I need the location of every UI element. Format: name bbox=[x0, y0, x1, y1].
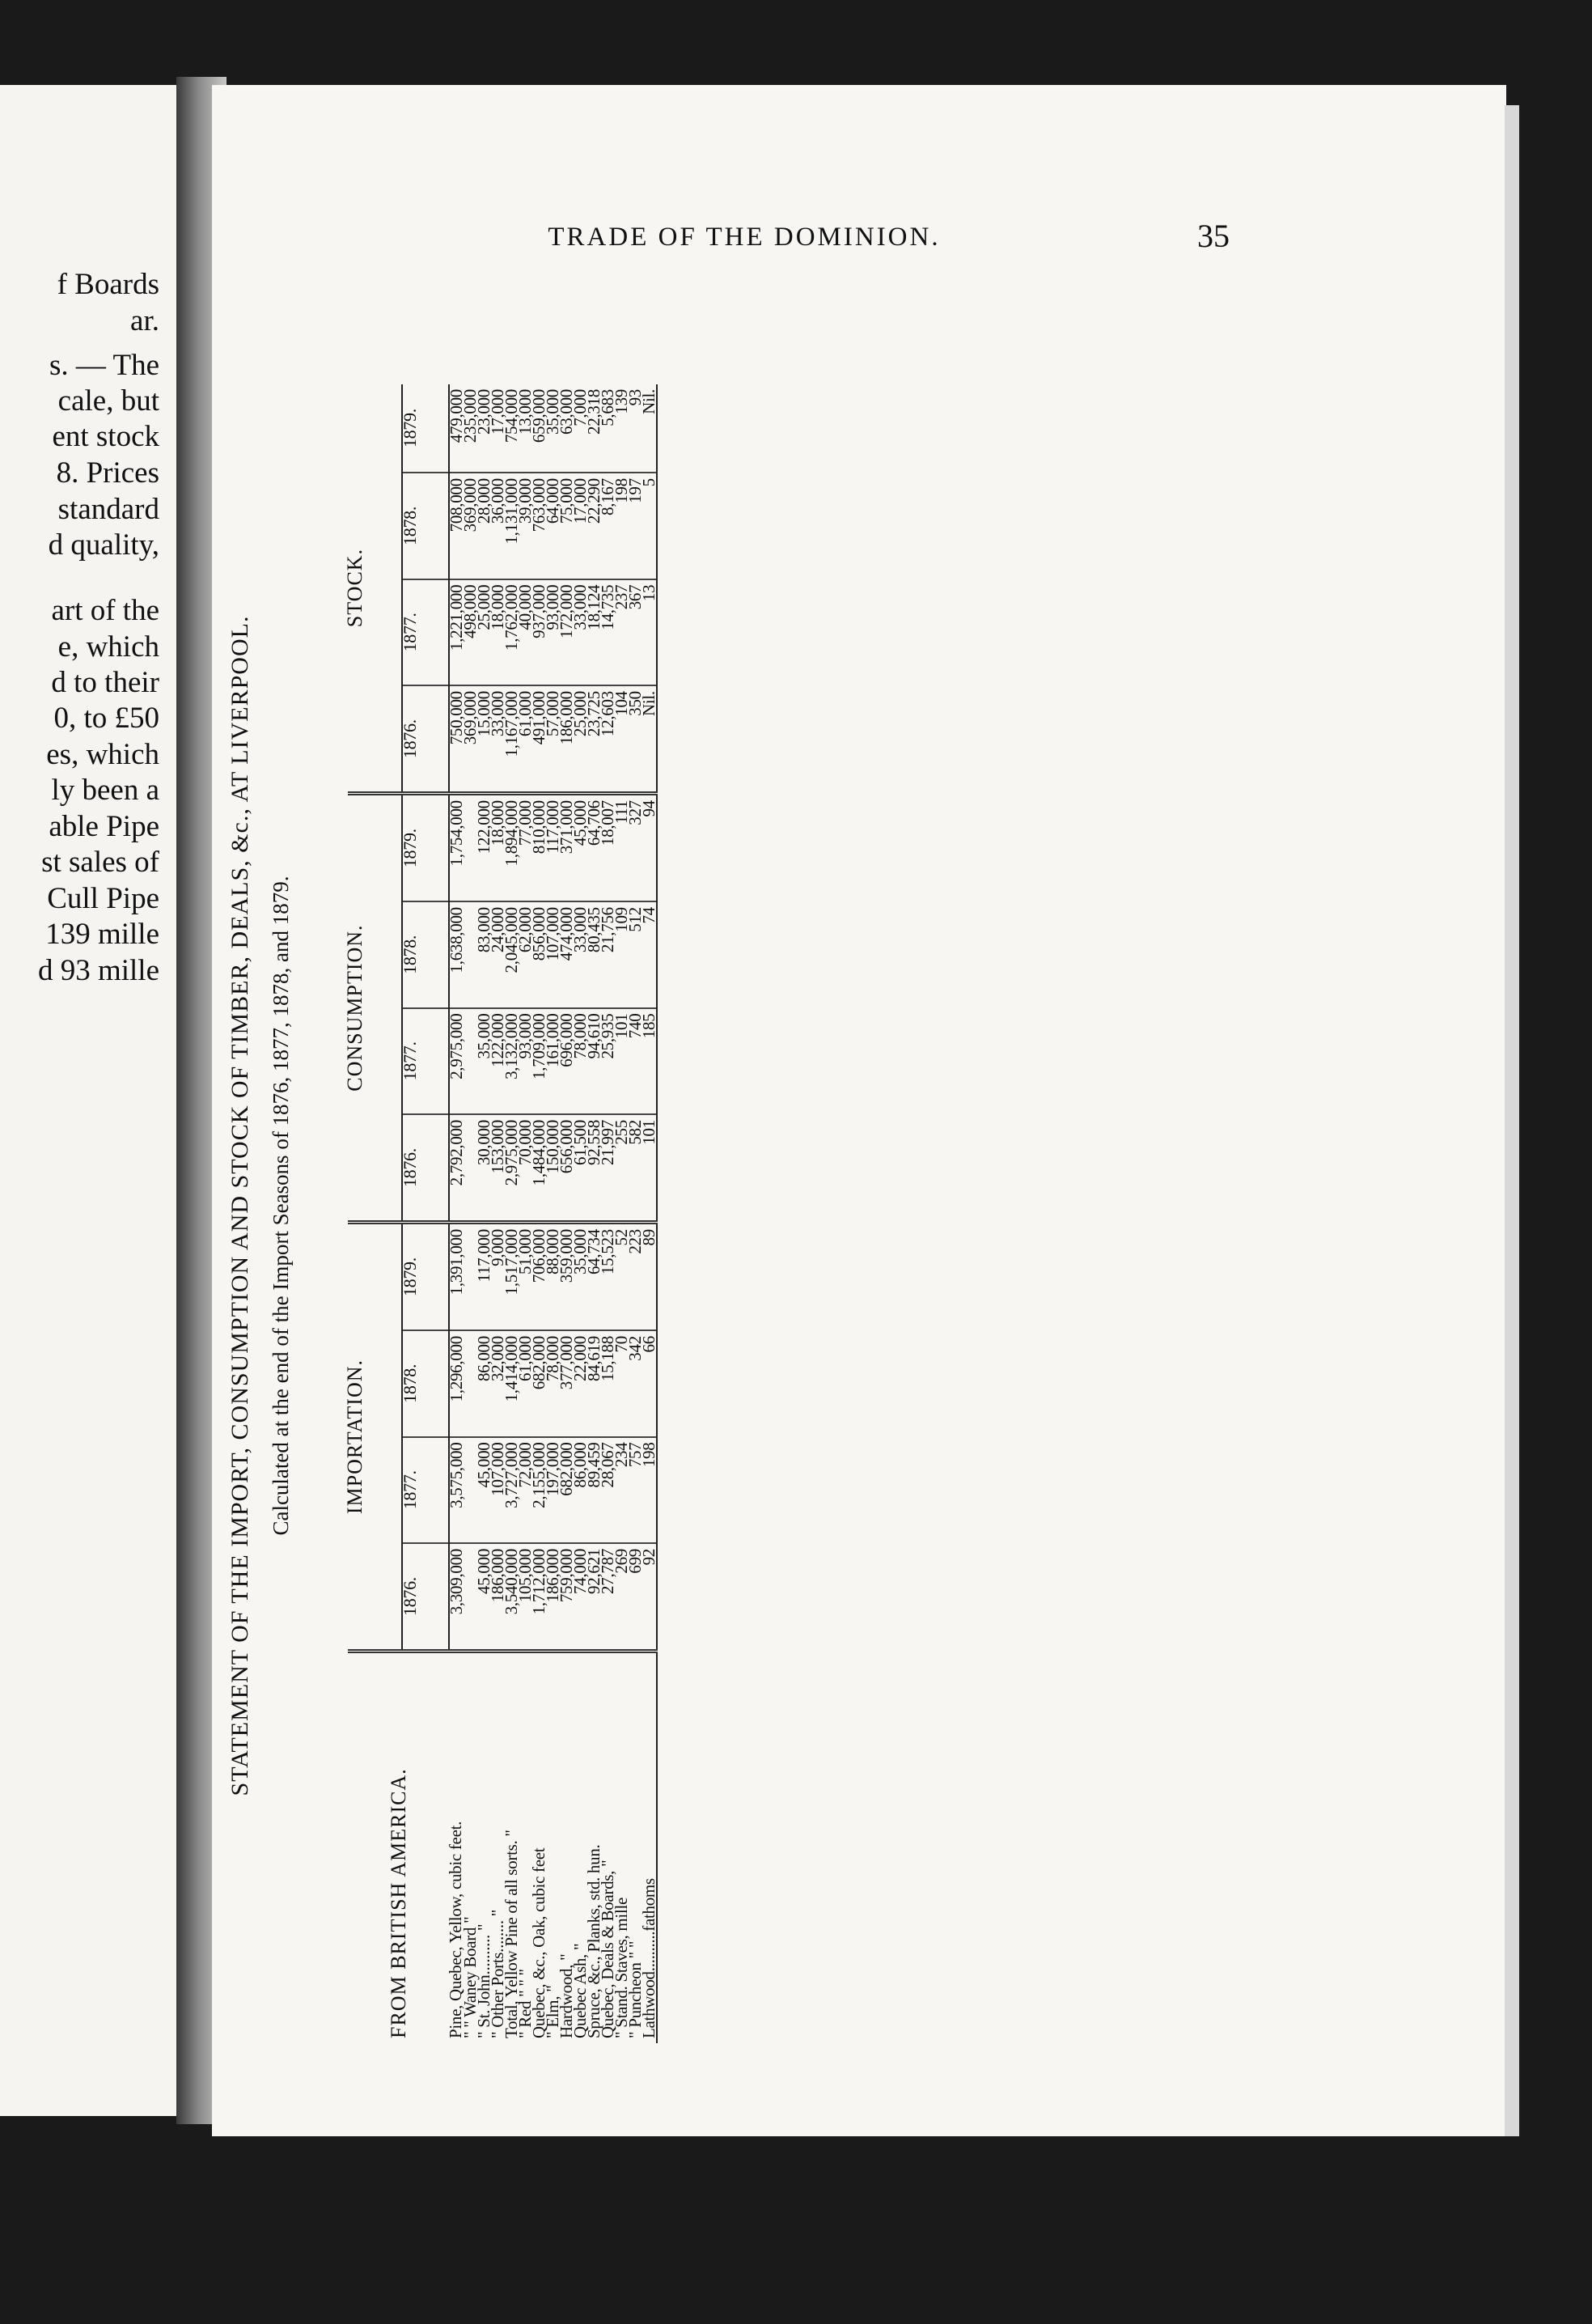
table-cell: 759,000 bbox=[560, 1543, 574, 1652]
table-cell: 172,000 bbox=[560, 579, 574, 685]
table-cell: 109 bbox=[615, 901, 629, 1007]
table-cell: 3,309,000 bbox=[449, 1543, 464, 1652]
table-cell: 1,638,000 bbox=[449, 901, 464, 1007]
table-cell: 52 bbox=[615, 1223, 629, 1331]
table-cell: 763,000 bbox=[532, 473, 546, 579]
year-header: 1878. bbox=[402, 901, 449, 1007]
table-cell: 153,000 bbox=[491, 1114, 505, 1223]
table-cell: 86,000 bbox=[574, 1437, 587, 1543]
row-label: Pine, Quebec, Yellow, cubic feet. bbox=[446, 1821, 465, 2038]
table-cell: 25,000 bbox=[574, 685, 587, 794]
table-cell: 15,000 bbox=[477, 685, 491, 794]
row-label: Quebec, &c., Oak, cubic feet bbox=[529, 1847, 548, 2038]
facing-page-line: ent stock bbox=[52, 420, 159, 453]
table-cell: 1,167,000 bbox=[505, 685, 519, 794]
table-cell: 8,167 bbox=[601, 473, 615, 579]
table-cell: 223 bbox=[629, 1223, 642, 1331]
table-cell: 15,188 bbox=[601, 1330, 615, 1436]
table-cell: Nil. bbox=[642, 685, 657, 794]
table-cell: 682,000 bbox=[532, 1330, 546, 1436]
table-cell: 45,000 bbox=[574, 794, 587, 902]
table-cell: 13,000 bbox=[519, 384, 532, 473]
table-row bbox=[532, 384, 546, 2043]
facing-page-line: ar. bbox=[130, 304, 159, 337]
facing-page-line: e, which bbox=[57, 630, 159, 664]
facing-page-line: able Pipe bbox=[49, 810, 159, 843]
table-cell: 740 bbox=[629, 1008, 642, 1114]
table-cell: 5,683 bbox=[601, 384, 615, 473]
running-head: TRADE OF THE DOMINION. bbox=[548, 223, 941, 252]
table-cell: 498,000 bbox=[464, 579, 477, 685]
table-cell: 235,000 bbox=[464, 384, 477, 473]
table-cell: 83,000 bbox=[477, 901, 491, 1007]
table-cell: 582 bbox=[629, 1114, 642, 1223]
table-row bbox=[629, 384, 642, 2043]
table-cell: 359,000 bbox=[560, 1223, 574, 1331]
facing-page-line: st sales of bbox=[41, 846, 159, 879]
table-cell: 856,000 bbox=[532, 901, 546, 1007]
table-cell: 93,000 bbox=[519, 1008, 532, 1114]
table-cell: Nil. bbox=[642, 384, 657, 473]
table-cell: 15,523 bbox=[601, 1223, 615, 1331]
facing-page-line: d quality, bbox=[48, 528, 159, 562]
table-cell: 101 bbox=[642, 1114, 657, 1223]
table-cell: 1,484,000 bbox=[532, 1114, 546, 1223]
table-cell: 197,000 bbox=[546, 1437, 560, 1543]
table-cell: 13 bbox=[642, 579, 657, 685]
table-cell: 22,318 bbox=[587, 384, 601, 473]
table-cell: 70,000 bbox=[519, 1114, 532, 1223]
table-cell: 93 bbox=[629, 384, 642, 473]
table-cell: 327 bbox=[629, 794, 642, 902]
table-row bbox=[505, 384, 519, 2043]
table-cell: 94,610 bbox=[587, 1008, 601, 1114]
table-cell: 1,894,000 bbox=[505, 794, 519, 902]
table-cell: 708,000 bbox=[449, 473, 464, 579]
table-cell: 74 bbox=[642, 901, 657, 1007]
table-cell: 237 bbox=[615, 579, 629, 685]
table-row bbox=[587, 384, 601, 2043]
table-cell: 2,155,000 bbox=[532, 1437, 546, 1543]
table-cell: 18,000 bbox=[491, 794, 505, 902]
table-cell: 479,000 bbox=[449, 384, 464, 473]
table-cell: 2,975,000 bbox=[505, 1114, 519, 1223]
table-cell: 255 bbox=[615, 1114, 629, 1223]
table-cell: 18,124 bbox=[587, 579, 601, 685]
table-cell: 150,000 bbox=[546, 1114, 560, 1223]
table-cell: 84,619 bbox=[587, 1330, 601, 1436]
table-cell: 51,000 bbox=[519, 1223, 532, 1331]
facing-page-line: f Boards bbox=[57, 268, 159, 301]
year-header: 1879. bbox=[402, 1223, 449, 1331]
table-cell: 3,727,000 bbox=[505, 1437, 519, 1543]
table-cell: 28,000 bbox=[477, 473, 491, 579]
table-cell: 342 bbox=[629, 1330, 642, 1436]
table-cell: 1,762,000 bbox=[505, 579, 519, 685]
table-cell: 682,000 bbox=[560, 1437, 574, 1543]
table-cell: 72,000 bbox=[519, 1437, 532, 1543]
group-importation: IMPORTATION. bbox=[348, 1223, 402, 1652]
table-cell: 78,000 bbox=[574, 1008, 587, 1114]
table-cell: 33,000 bbox=[574, 579, 587, 685]
table-cell: 117,000 bbox=[477, 1223, 491, 1331]
table-cell: 185 bbox=[642, 1008, 657, 1114]
table-cell: 2,975,000 bbox=[449, 1008, 464, 1114]
page-edge bbox=[1505, 105, 1519, 2136]
table-cell: 1,296,000 bbox=[449, 1330, 464, 1436]
group-header-row bbox=[348, 384, 402, 2043]
table-cell: 92,621 bbox=[587, 1543, 601, 1652]
table-cell: 105,000 bbox=[519, 1543, 532, 1652]
table-cell: 5 bbox=[642, 473, 657, 579]
table-cell: 14,735 bbox=[601, 579, 615, 685]
table-cell: 369,000 bbox=[464, 473, 477, 579]
facing-page-line: 0, to £50 bbox=[53, 702, 159, 735]
table-cell: 2,045,000 bbox=[505, 901, 519, 1007]
group-consumption: CONSUMPTION. bbox=[348, 794, 402, 1223]
table-title: STATEMENT OF THE IMPORT, CONSUMPTION AND STOCK OF TIMBER, DEALS, &c., AT LIVERPOOL. bbox=[227, 615, 253, 1796]
table-cell: 810,000 bbox=[532, 794, 546, 902]
table-cell: 39,000 bbox=[519, 473, 532, 579]
table-cell: 117,000 bbox=[546, 794, 560, 902]
table-cell: 104 bbox=[615, 685, 629, 794]
facing-page-line: 139 mille bbox=[45, 918, 159, 951]
facing-page-line: Cull Pipe bbox=[47, 882, 159, 915]
year-header: 1879. bbox=[402, 384, 449, 473]
table-cell: 64,000 bbox=[546, 473, 560, 579]
row-label: " Puncheon " " bbox=[625, 1940, 645, 2038]
row-label: Lathwood..........fathoms bbox=[642, 1652, 657, 2044]
table-body bbox=[446, 384, 658, 2043]
table-cell: 25,000 bbox=[477, 579, 491, 685]
table-cell: 22,290 bbox=[587, 473, 601, 579]
table-cell: 1,712,000 bbox=[532, 1543, 546, 1652]
row-label: " Elm, " bbox=[543, 1985, 562, 2038]
table-cell: 61,500 bbox=[574, 1114, 587, 1223]
table-cell: 2,792,000 bbox=[449, 1114, 464, 1223]
table-cell: 197 bbox=[629, 473, 642, 579]
row-label: Spruce, &c., Planks, std. hun. bbox=[584, 1844, 603, 2038]
table-cell: 21,756 bbox=[601, 901, 615, 1007]
facing-page-line: d 93 mille bbox=[37, 954, 159, 987]
year-header: 1877. bbox=[402, 1008, 449, 1114]
year-header: 1876. bbox=[402, 1543, 449, 1652]
table-cell: 27,787 bbox=[601, 1543, 615, 1652]
table-cell: 101 bbox=[615, 1008, 629, 1114]
table-cell: 1,131,000 bbox=[505, 473, 519, 579]
table-cell: 62,000 bbox=[519, 901, 532, 1007]
table-cell: 512 bbox=[629, 901, 642, 1007]
table-cell: 30,000 bbox=[477, 1114, 491, 1223]
table-cell: 45,000 bbox=[477, 1437, 491, 1543]
table-cell: 35,000 bbox=[477, 1008, 491, 1114]
table-cell: 17,000 bbox=[574, 473, 587, 579]
table-cell: 1,517,000 bbox=[505, 1223, 519, 1331]
row-label: " Red " " " bbox=[515, 1969, 535, 2038]
table-cell: 33,000 bbox=[491, 685, 505, 794]
table-cell: 89 bbox=[642, 1223, 657, 1331]
row-label: " St. John.......... " bbox=[474, 1923, 493, 2038]
table-cell: 754,000 bbox=[505, 384, 519, 473]
table-cell: 350 bbox=[629, 685, 642, 794]
table-cell: 64,706 bbox=[587, 794, 601, 902]
facing-page-line: d to their bbox=[51, 666, 159, 699]
table-cell: 75,000 bbox=[560, 473, 574, 579]
year-header: 1878. bbox=[402, 473, 449, 579]
table-cell: 750,000 bbox=[449, 685, 464, 794]
table-cell: 3,132,000 bbox=[505, 1008, 519, 1114]
table-cell: 88,000 bbox=[546, 1223, 560, 1331]
table-cell: 3,575,000 bbox=[449, 1437, 464, 1543]
table-cell: 23,725 bbox=[587, 685, 601, 794]
table-cell: 21,997 bbox=[601, 1114, 615, 1223]
facing-page bbox=[0, 85, 182, 2116]
table-cell: 367 bbox=[629, 579, 642, 685]
table-cell: 111 bbox=[615, 794, 629, 902]
table-cell: 23,000 bbox=[477, 384, 491, 473]
table-cell: 94 bbox=[642, 794, 657, 902]
table-cell: 122,000 bbox=[477, 794, 491, 902]
facing-page-line: ly been a bbox=[51, 774, 159, 807]
table-cell: 9,000 bbox=[491, 1223, 505, 1331]
table-cell: 18,000 bbox=[491, 579, 505, 685]
table-cell: 1,391,000 bbox=[449, 1223, 464, 1331]
table-cell: 757 bbox=[629, 1437, 642, 1543]
year-header: 1876. bbox=[402, 1114, 449, 1223]
rotated-table-block bbox=[227, 316, 1319, 2096]
table-cell: 63,000 bbox=[560, 384, 574, 473]
row-label: Hardwood, " bbox=[557, 1953, 576, 2038]
table-cell: 35,000 bbox=[546, 384, 560, 473]
table-cell: 139 bbox=[615, 384, 629, 473]
table-cell: 35,000 bbox=[574, 1223, 587, 1331]
table-row bbox=[615, 384, 629, 2043]
table-cell: 1,414,000 bbox=[505, 1330, 519, 1436]
year-header: 1879. bbox=[402, 794, 449, 902]
table-cell: 1,754,000 bbox=[449, 794, 464, 902]
facing-page-line: s. — The bbox=[49, 349, 159, 382]
table-cell: 198 bbox=[615, 473, 629, 579]
facing-page-line: standard bbox=[57, 493, 159, 526]
year-header: 1878. bbox=[402, 1330, 449, 1436]
table-cell: 474,000 bbox=[560, 901, 574, 1007]
table-cell: 89,459 bbox=[587, 1437, 601, 1543]
page-number: 35 bbox=[1197, 218, 1230, 254]
row-label: Quebec Ash, " bbox=[570, 1943, 590, 2038]
table-cell: 17,000 bbox=[491, 384, 505, 473]
table-cell: 1,709,000 bbox=[532, 1008, 546, 1114]
table-cell: 24,000 bbox=[491, 901, 505, 1007]
table-cell: 78,000 bbox=[546, 1330, 560, 1436]
table-cell: 86,000 bbox=[477, 1330, 491, 1436]
table-cell: 122,000 bbox=[491, 1008, 505, 1114]
table-row bbox=[560, 384, 574, 2043]
table-cell: 186,000 bbox=[546, 1543, 560, 1652]
table-cell: 3,540,000 bbox=[505, 1543, 519, 1652]
table-cell: 92,558 bbox=[587, 1114, 601, 1223]
table-cell: 22,000 bbox=[574, 1330, 587, 1436]
table-cell: 70 bbox=[615, 1330, 629, 1436]
table-cell: 64,734 bbox=[587, 1223, 601, 1331]
table-cell: 77,000 bbox=[519, 794, 532, 902]
table-cell: 706,000 bbox=[532, 1223, 546, 1331]
row-label: Quebec, Deals & Boards, " bbox=[598, 1860, 617, 2038]
table-cell: 161,000 bbox=[546, 1008, 560, 1114]
table-cell: 198 bbox=[642, 1437, 657, 1543]
table-cell: 696,000 bbox=[560, 1008, 574, 1114]
table-cell: 40,000 bbox=[519, 579, 532, 685]
table-cell: 32,000 bbox=[491, 1330, 505, 1436]
facing-page-line: art of the bbox=[51, 594, 159, 627]
table-row bbox=[601, 384, 615, 2043]
table-cell: 7,000 bbox=[574, 384, 587, 473]
table-cell: 93,000 bbox=[546, 579, 560, 685]
row-label: " Other Ports........ " bbox=[488, 1910, 507, 2038]
table-cell: 937,000 bbox=[532, 579, 546, 685]
table-cell: 107,000 bbox=[546, 901, 560, 1007]
table-cell: 33,000 bbox=[574, 901, 587, 1007]
table-cell: 269 bbox=[615, 1543, 629, 1652]
year-header: 1877. bbox=[402, 579, 449, 685]
table-cell: 659,000 bbox=[532, 384, 546, 473]
table-cell: 28,067 bbox=[601, 1437, 615, 1543]
table-cell: 491,000 bbox=[532, 685, 546, 794]
table-cell: 699 bbox=[629, 1543, 642, 1652]
table-cell: 45,000 bbox=[477, 1543, 491, 1652]
facing-page-line: cale, but bbox=[57, 384, 159, 418]
table-cell: 656,000 bbox=[560, 1114, 574, 1223]
table-cell: 61,000 bbox=[519, 685, 532, 794]
table-cell: 234 bbox=[615, 1437, 629, 1543]
table-cell: 92 bbox=[642, 1543, 657, 1652]
table-cell: 12,603 bbox=[601, 685, 615, 794]
table-row bbox=[464, 384, 477, 2043]
row-label: " " Waney Board " bbox=[460, 1916, 480, 2038]
table-cell: 369,000 bbox=[464, 685, 477, 794]
table-cell: 18,007 bbox=[601, 794, 615, 902]
table-cell: 66 bbox=[642, 1330, 657, 1436]
table-cell: 57,000 bbox=[546, 685, 560, 794]
year-header: 1877. bbox=[402, 1437, 449, 1543]
facing-page-line: es, which bbox=[46, 738, 159, 771]
table-cell: 25,935 bbox=[601, 1008, 615, 1114]
row-header: FROM BRITISH AMERICA. bbox=[387, 1768, 410, 2038]
table-cell: 36,000 bbox=[491, 473, 505, 579]
table-cell: 1,221,000 bbox=[449, 579, 464, 685]
group-stock: STOCK. bbox=[348, 384, 402, 794]
table-cell: 371,000 bbox=[560, 794, 574, 902]
table-row bbox=[642, 384, 657, 2043]
table-subtitle: Calculated at the end of the Import Seasons of 1876, 1877, 1878, and 1879. bbox=[269, 876, 293, 1536]
timber-statistics-table bbox=[343, 384, 658, 2043]
row-label: Total, Yellow Pine of all sorts. " bbox=[502, 1830, 521, 2038]
row-label: " Stand. Staves, mille bbox=[612, 1897, 631, 2038]
table-cell: 186,000 bbox=[491, 1543, 505, 1652]
table-cell: 74,000 bbox=[574, 1543, 587, 1652]
table-cell: 107,000 bbox=[491, 1437, 505, 1543]
facing-page-line: 8. Prices bbox=[56, 456, 159, 490]
table-cell: 80,435 bbox=[587, 901, 601, 1007]
table-cell: 377,000 bbox=[560, 1330, 574, 1436]
table-cell: 186,000 bbox=[560, 685, 574, 794]
year-header: 1876. bbox=[402, 685, 449, 794]
table-cell: 61,000 bbox=[519, 1330, 532, 1436]
